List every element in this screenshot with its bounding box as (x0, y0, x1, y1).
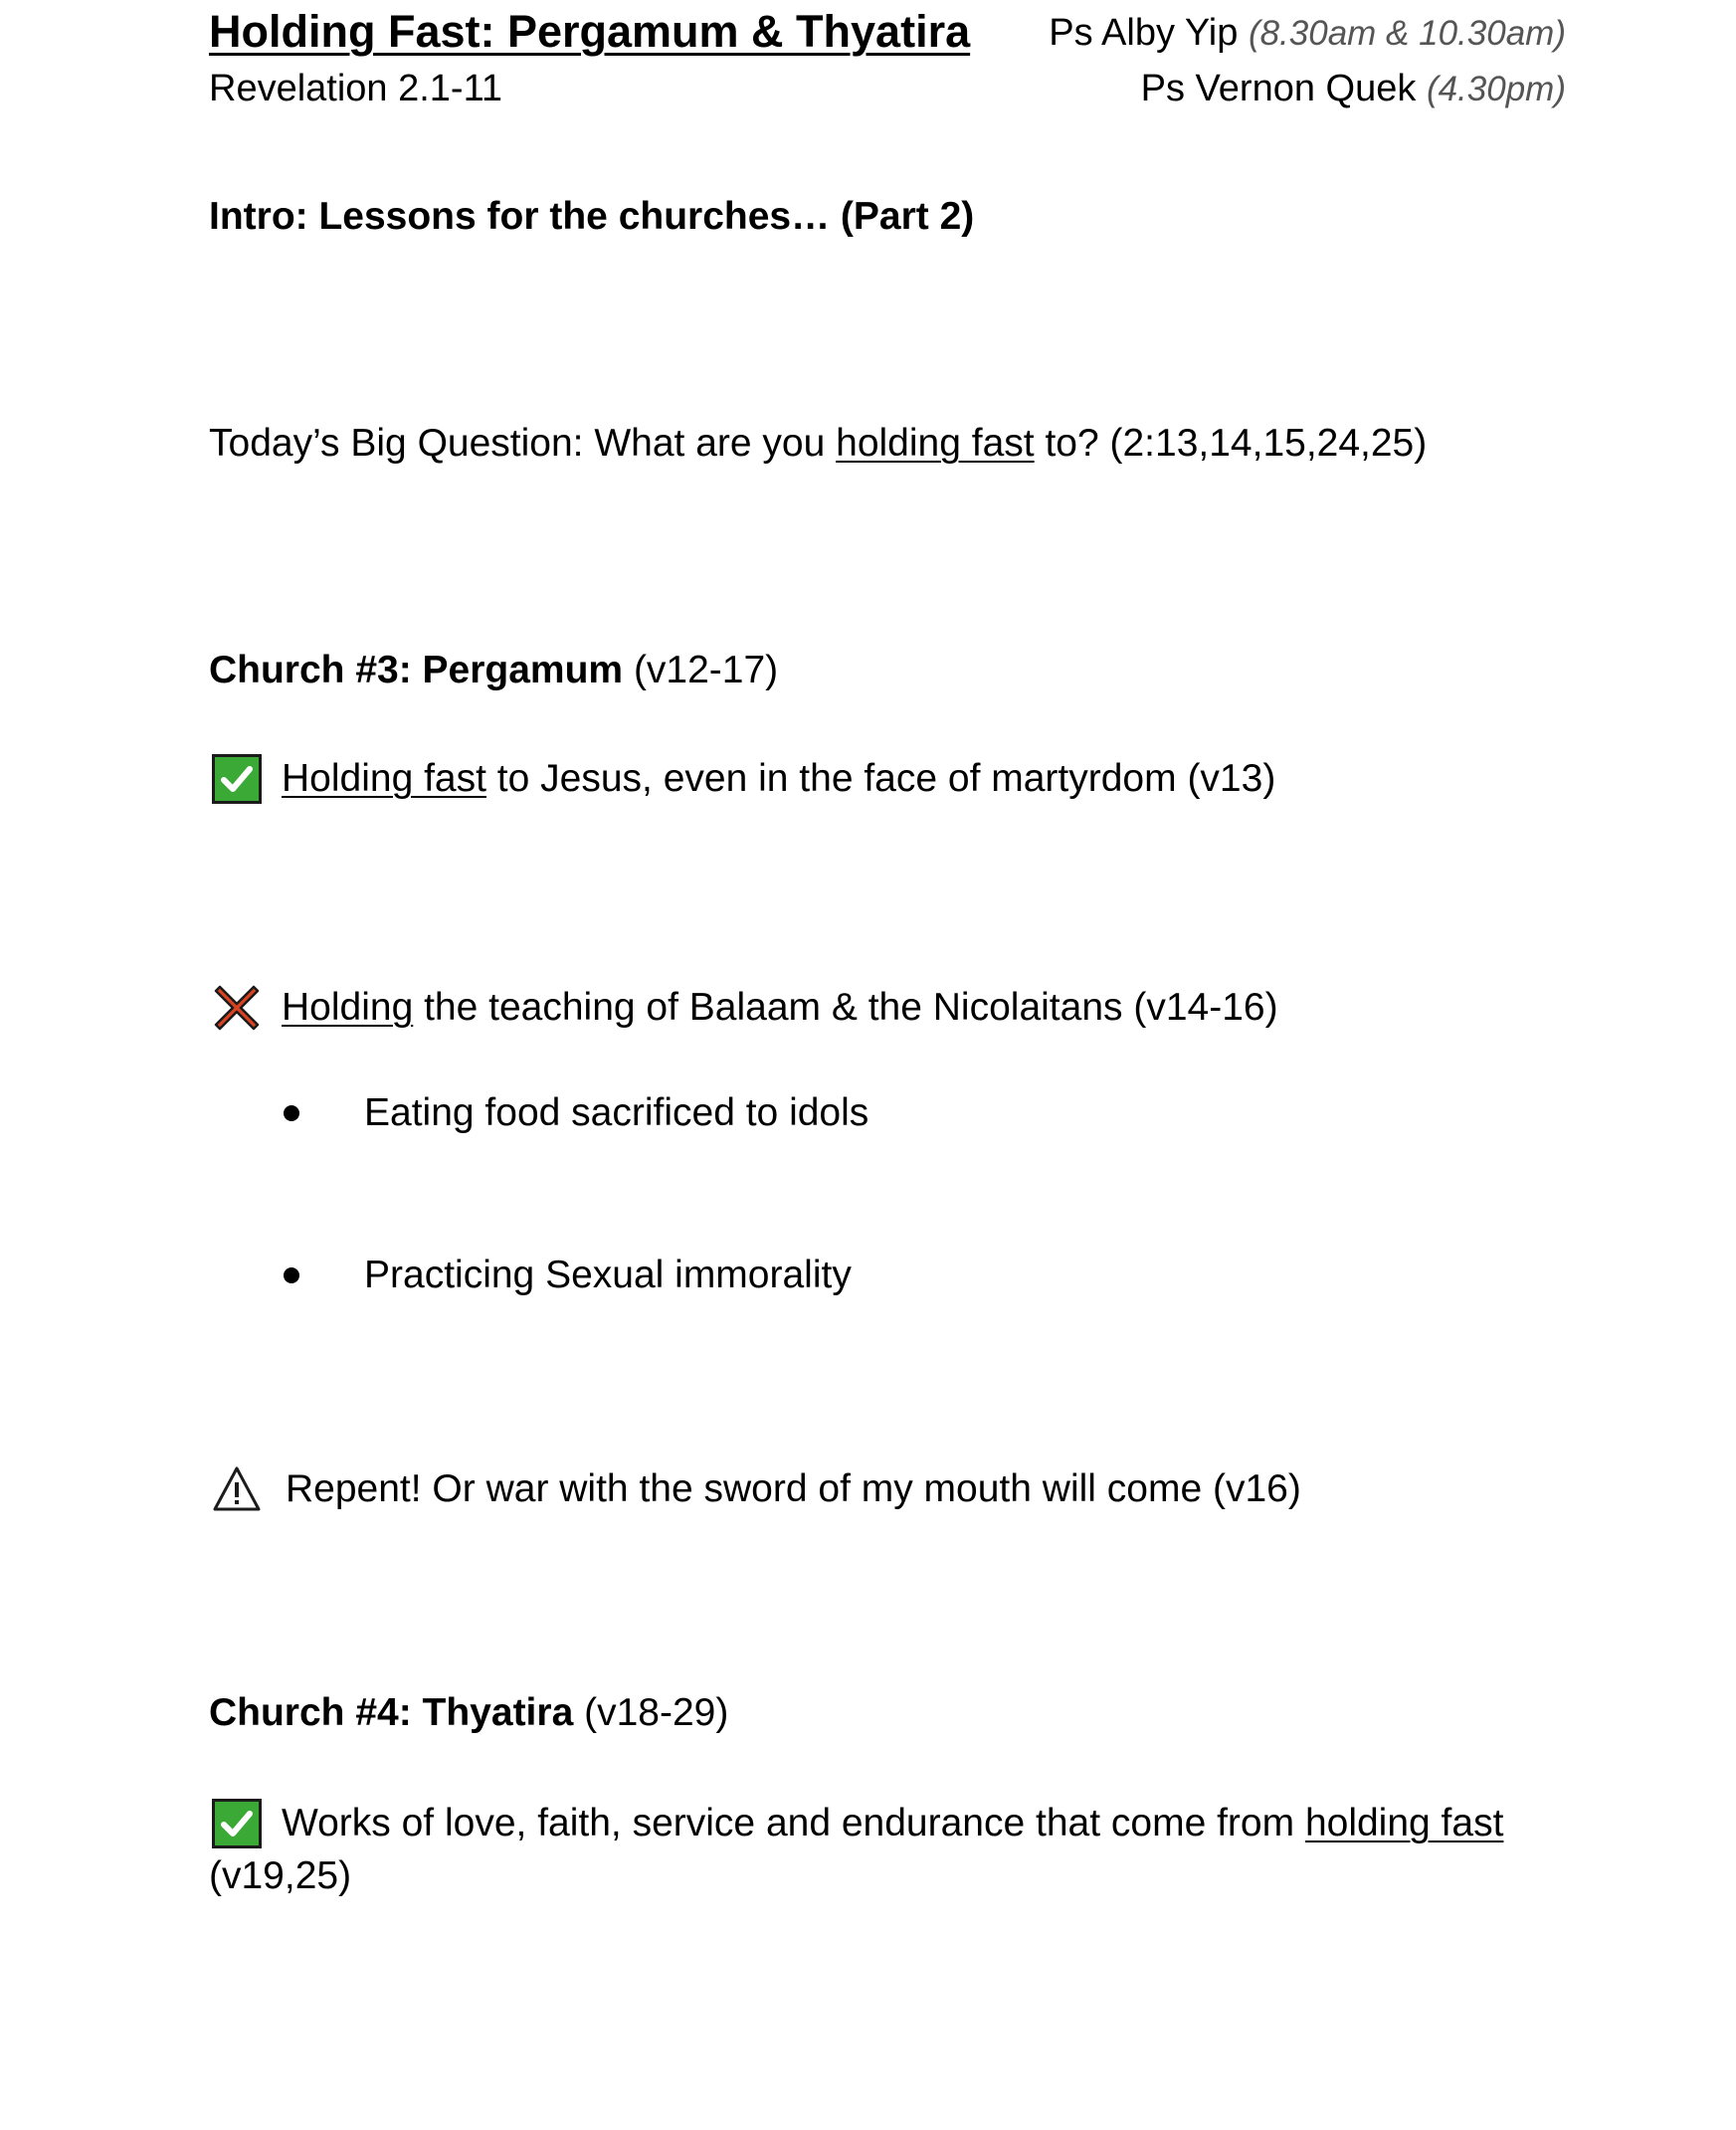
warning-icon (212, 1464, 262, 1514)
preacher-line-1 (1049, 12, 1566, 55)
church3-positive-item (212, 754, 1275, 804)
big-question-suffix: to? (2:13,14,15,24,25) (1034, 422, 1428, 465)
church4-positive-emphasis: holding fast (1304, 1802, 1504, 1844)
intro-heading: Intro: Lessons for the churches… (Part 2) (209, 195, 975, 238)
church4-positive-ref: (v19,25) (209, 1854, 352, 1897)
check-icon (212, 1799, 262, 1848)
scripture-passage: Revelation 2.1-11 (209, 68, 503, 109)
cross-icon (212, 983, 262, 1033)
preacher-name: Ps Vernon Quek (1140, 68, 1417, 109)
church3-heading: Church #3: Pergamum (209, 649, 624, 691)
big-question-prefix: Today’s Big Question: What are you (209, 422, 837, 465)
church3-negative-emphasis: Holding (282, 986, 414, 1029)
church3-warning (212, 1464, 1301, 1514)
church3-negative-text: the teaching of Balaam & the Nicolaitans (v14-16) (413, 986, 1278, 1029)
church3-ref: (v12-17) (623, 649, 779, 691)
church3-negative-item (212, 983, 1278, 1033)
preacher-line-2 (1141, 68, 1566, 110)
church4-heading: Church #4: Thyatira (209, 1691, 574, 1734)
church3-positive-emphasis: Holding fast (282, 757, 486, 800)
list-item (284, 1254, 852, 1297)
big-question-emphasis: holding fast (836, 422, 1035, 465)
bullet-text: Eating food sacrificed to idols (364, 1091, 869, 1134)
big-question (209, 422, 1427, 466)
bullet-text: Practicing Sexual immorality (364, 1254, 852, 1296)
list-item (284, 1091, 868, 1135)
service-time: (4.30pm) (1426, 70, 1566, 108)
bullet-icon (284, 1105, 299, 1121)
church4-heading-line (209, 1691, 728, 1735)
church4-ref: (v18-29) (573, 1691, 729, 1734)
church3-positive-text: to Jesus, even in the face of martyrdom (v13) (485, 757, 1276, 800)
document-title: Holding Fast: Pergamum & Thyatira (209, 6, 971, 57)
church4-positive-text: Works of love, faith, service and endurance that come from (282, 1802, 1305, 1844)
church3-heading-line (209, 649, 778, 692)
service-time: (8.30am & 10.30am) (1248, 14, 1566, 53)
warning-text: Repent! Or war with the sword of my mouth will come (v16) (286, 1467, 1301, 1510)
bullet-icon (284, 1267, 299, 1283)
check-icon (212, 754, 262, 804)
church4-positive-item (212, 1799, 1503, 1848)
preacher-name: Ps Alby Yip (1049, 12, 1239, 54)
